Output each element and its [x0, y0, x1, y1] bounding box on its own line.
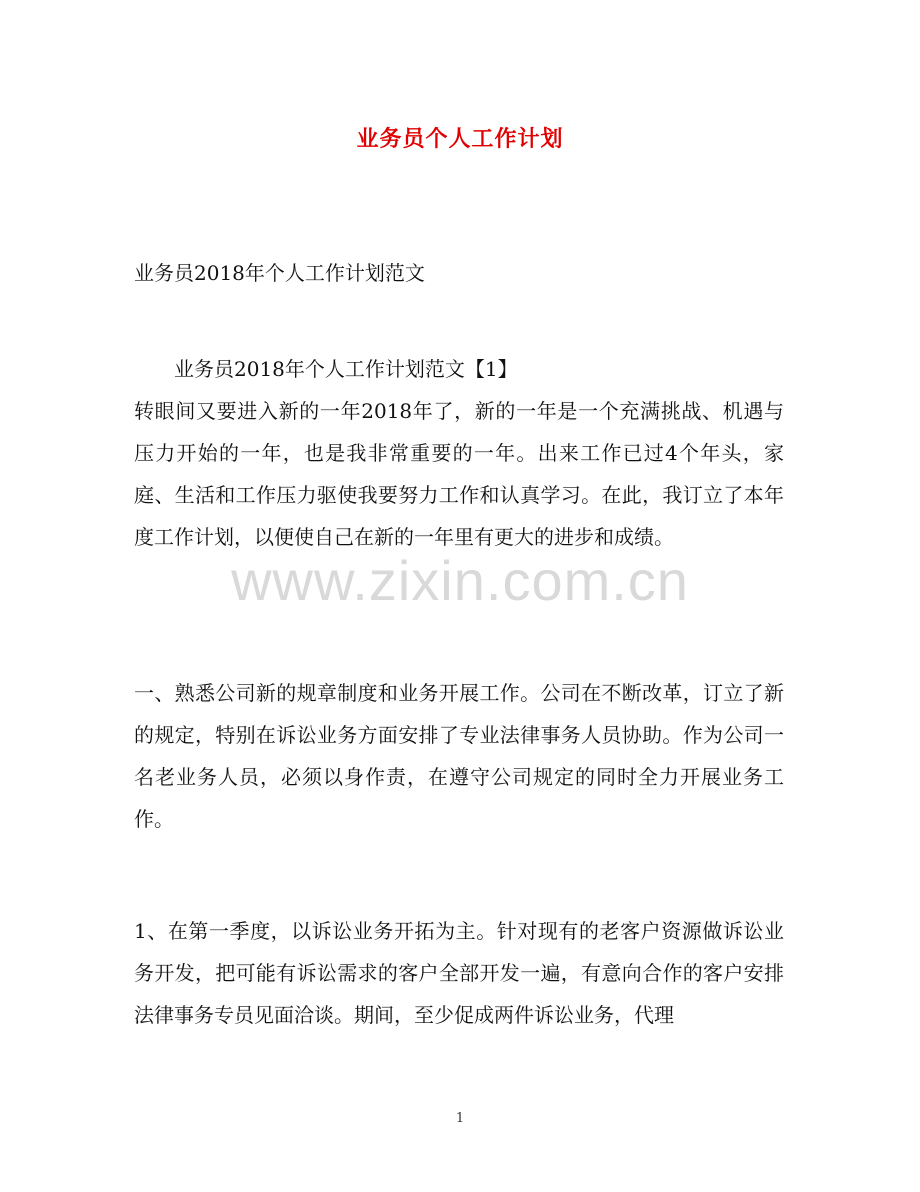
paragraph-item-one: 1、在第一季度，以诉讼业务开拓为主。针对现有的老客户资源做诉讼业务开发，把可能有诉讼需求的客户全部开发一遍，有意向合作的客户安排法律事务专员见面洽谈。期间，至少促成两件诉讼业务，代理 [134, 919, 784, 1027]
page-number: 1 [455, 1111, 465, 1126]
document-title: 业务员个人工作计划 [356, 126, 564, 152]
watermark: www.zixin.com.cn [231, 549, 689, 612]
paragraph-intro: 转眼间又要进入新的一年2018年了，新的一年是一个充满挑战、机遇与压力开始的一年，也是我非常重要的一年。出来工作已过4个年头，家庭、生活和工作压力驱使我要努力工作和认真学习。在此，我订立了本年度工作计划，以便使自己在新的一年里有更大的进步和成绩。 [134, 399, 784, 549]
section-heading: 业务员2018年个人工作计划范文【1】 [174, 357, 518, 381]
document-subtitle: 业务员2018年个人工作计划范文 [134, 261, 425, 285]
paragraph-section-one: 一、熟悉公司新的规章制度和业务开展工作。公司在不断改革，订立了新的规定，特别在诉讼业务方面安排了专业法律事务人员协助。作为公司一名老业务人员，必须以身作责，在遵守公司规定的同时全力开展业务工作。 [134, 681, 784, 831]
